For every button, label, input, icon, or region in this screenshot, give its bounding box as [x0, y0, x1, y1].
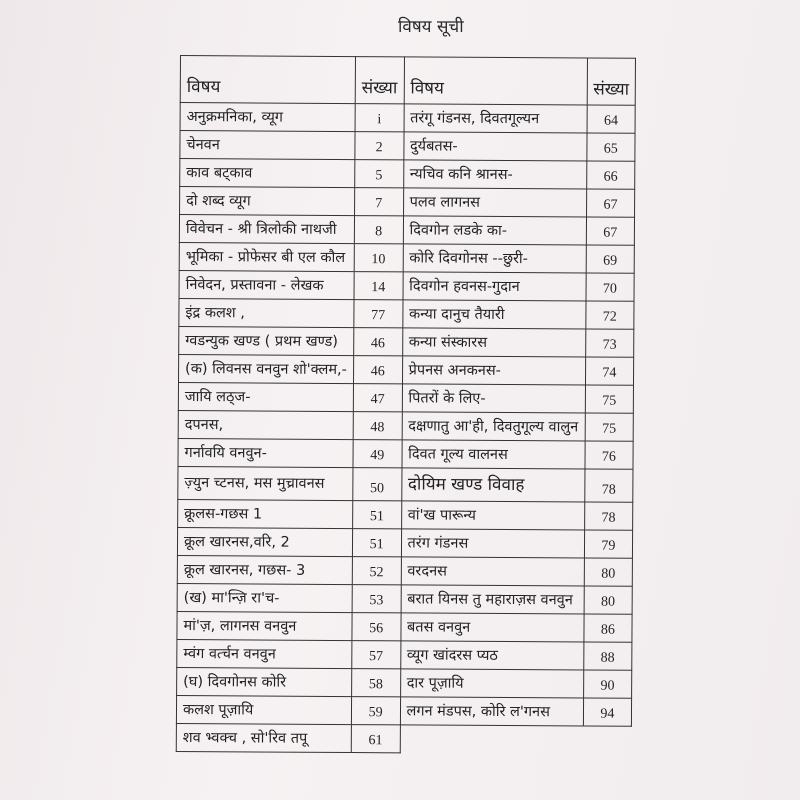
row-number-right: 94: [583, 698, 632, 726]
table-row: [177, 611, 632, 642]
row-number-left: 14: [354, 272, 403, 300]
table-row: [180, 103, 635, 134]
row-number-right: 65: [586, 133, 635, 161]
row-subject-left: ज़्युन च्टनस, मस मुच्रावनस: [178, 466, 353, 500]
row-subject-right: पितरों के लिए-: [402, 384, 585, 413]
table-row: [178, 499, 633, 530]
row-number-left: 51: [352, 501, 401, 529]
contents-body: [176, 103, 635, 755]
row-number-left: 59: [351, 697, 400, 725]
table-row: [178, 354, 633, 385]
row-number-left: 2: [355, 132, 404, 160]
row-subject-left: क्रूलस-गछस 1: [178, 499, 353, 528]
table-row: [177, 639, 632, 670]
row-number-left: 49: [353, 440, 402, 468]
row-subject-left: जायि लठ्ज-: [178, 382, 353, 411]
table-row: [177, 527, 632, 558]
row-number-right: 79: [584, 530, 633, 558]
row-number-left: 5: [355, 160, 404, 188]
row-subject-left: (क) लिवनस वनवुन शो'क्लम,-: [178, 354, 353, 383]
row-subject-right: बरात यिनस तु महाराज़स वनवुन: [401, 585, 584, 614]
row-number-left: 10: [354, 244, 403, 272]
table-row: [180, 131, 635, 162]
row-number-right: 64: [587, 105, 636, 133]
row-subject-right: न्यचिव कनि श्रानस-: [403, 160, 586, 189]
row-number-right: 72: [585, 301, 634, 329]
row-subject-right: प्रेपनस अनकनस-: [402, 356, 585, 385]
row-subject-right: कन्या संस्कारस: [402, 328, 585, 357]
row-subject-right: तरंगू गंडनस, दिवतगूल्यन: [404, 104, 587, 133]
table-row: [177, 555, 632, 586]
row-subject-right: दक्षणातु आ'ही, दिवतुगूल्य वालुन: [402, 412, 585, 441]
row-number-left: 52: [352, 557, 401, 585]
row-number-left: 46: [353, 356, 402, 384]
row-number-left: i: [355, 104, 404, 132]
row-subject-left: गर्नावयि वनवुन-: [178, 438, 353, 467]
row-subject-left: क्रूल खारनस,वरि, 2: [177, 527, 352, 556]
row-subject-right: दार पूज़ायि: [400, 669, 583, 698]
row-number-left: 8: [354, 216, 403, 244]
table-row: [180, 187, 635, 218]
row-number-right: 66: [586, 161, 635, 189]
row-subject-right: व्यूग खांदरस प्यठ: [400, 641, 583, 670]
row-subject-right: दिवत गूल्य वालनस: [402, 440, 585, 469]
page-title: विषय सूची: [398, 17, 464, 37]
row-subject-left: काव बट्काव: [180, 159, 355, 188]
row-subject-left: कलश पूज़ायि: [176, 695, 351, 724]
row-number-right: 67: [586, 217, 635, 245]
table-row: [177, 583, 632, 614]
row-subject-left: इंद्र कलश ,: [179, 298, 354, 327]
header-number-left: संख्या: [355, 57, 404, 104]
header-subject-right: विषय: [404, 57, 587, 105]
row-subject-right: [400, 725, 583, 754]
row-number-right: 73: [585, 329, 634, 357]
row-subject-left: क्रूल खारनस, गछस- 3: [177, 555, 352, 584]
table-row: [179, 326, 634, 357]
table-row: [178, 466, 633, 502]
row-number-right: [583, 726, 632, 754]
row-subject-right: वां'ख पारून्य: [401, 501, 584, 530]
row-number-right: 80: [584, 586, 633, 614]
row-subject-right: दिवगोन हवनस-गुदान: [403, 272, 586, 301]
row-subject-left: (ख) मा'न्ज़ि रा'च-: [177, 583, 352, 612]
row-subject-left: (घ) दिवगोनस कोरि: [177, 667, 352, 696]
table-row: [180, 159, 635, 190]
row-subject-left: निवेदन, प्रस्तावना - लेखक: [179, 270, 354, 299]
table-row: [178, 410, 633, 441]
table-row: [177, 667, 632, 698]
row-number-left: 47: [353, 384, 402, 412]
row-number-right: 90: [583, 670, 632, 698]
row-subject-right: पलव लागनस: [403, 188, 586, 217]
row-number-right: 80: [584, 558, 633, 586]
table-row: [178, 382, 633, 413]
row-number-right: 74: [585, 357, 634, 385]
row-subject-left: भूमिका - प्रोफेसर बी एल कौल: [179, 242, 354, 271]
row-number-left: 56: [352, 613, 401, 641]
row-number-right: 69: [586, 245, 635, 273]
row-number-left: 77: [354, 300, 403, 328]
row-subject-right: दुर्यबतस-: [403, 132, 586, 161]
row-subject-right: वरदनस: [401, 557, 584, 586]
row-number-left: 48: [353, 412, 402, 440]
header-subject-left: विषय: [180, 56, 355, 104]
row-subject-right: कोरि दिवगोनस --छुरी-: [403, 244, 586, 273]
header-number-right: संख्या: [587, 58, 636, 105]
row-subject-left: चेनवन: [180, 131, 355, 160]
row-number-left: 61: [351, 725, 400, 753]
row-subject-left: विवेचन - श्री त्रिलोकी नाथजी: [179, 215, 354, 244]
row-number-right: 86: [583, 614, 632, 642]
row-subject-right: दोयिम खण्ड विवाह: [401, 468, 584, 502]
table-row: [176, 723, 631, 754]
row-subject-right: तरंग गंडनस: [401, 529, 584, 558]
table-row: [179, 298, 634, 329]
row-subject-left: दपनस,: [178, 410, 353, 439]
row-subject-left: अनुक्रमनिका, व्यूग: [180, 103, 355, 132]
table-row: [179, 270, 634, 301]
row-number-right: 67: [586, 189, 635, 217]
row-subject-right: दिवगोन लडके का-: [403, 216, 586, 245]
row-number-left: 51: [352, 529, 401, 557]
row-number-right: 78: [584, 469, 633, 502]
row-subject-left: शव भ्वक्च , सो'रिव तपू: [176, 723, 351, 752]
row-number-right: 75: [585, 413, 634, 441]
row-number-right: 70: [586, 273, 635, 301]
table-row: [176, 695, 631, 726]
row-number-right: 78: [584, 502, 633, 530]
row-subject-left: ग्वडन्युक खण्ड ( प्रथम खण्ड): [179, 326, 354, 355]
row-number-right: 76: [585, 441, 634, 469]
row-subject-right: कन्या दानुच तैयारी: [402, 300, 585, 329]
row-number-left: 57: [352, 641, 401, 669]
row-number-left: 46: [354, 328, 403, 356]
row-number-left: 53: [352, 585, 401, 613]
table-row: [178, 438, 633, 469]
row-number-right: 88: [583, 642, 632, 670]
row-subject-left: मां'ज़, लागनस वनवुन: [177, 611, 352, 640]
row-number-left: 50: [353, 468, 402, 501]
row-number-left: 7: [354, 188, 403, 216]
row-subject-right: लगन मंडपस, कोरि ल'गनस: [400, 697, 583, 726]
table-header-row: [180, 56, 636, 106]
row-number-left: 58: [351, 669, 400, 697]
table-row: [179, 242, 634, 273]
row-number-right: 75: [585, 385, 634, 413]
contents-table: [176, 55, 636, 755]
row-subject-left: दो शब्द व्यूग: [180, 187, 355, 216]
row-subject-left: म्वंग वर्त्चन वनवुन: [177, 639, 352, 668]
row-subject-right: बतस वनवुन: [400, 613, 583, 642]
table-row: [179, 215, 634, 246]
